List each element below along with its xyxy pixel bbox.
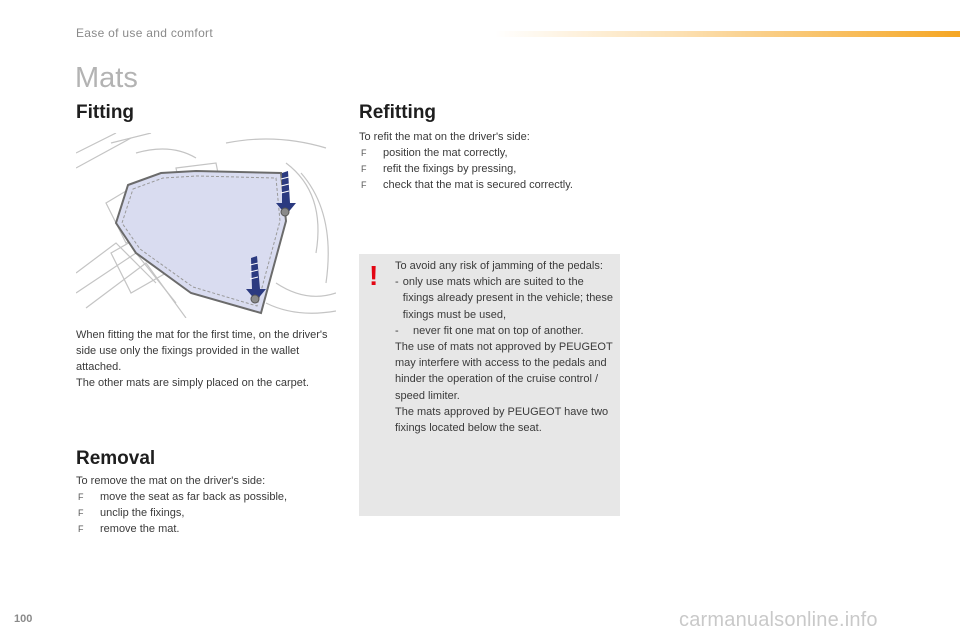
fitting-paragraph: When fitting the mat for the first time, on the driver's side use only the fixings provided in the wallet attached. (76, 329, 328, 373)
refitting-step: refit the fixings by pressing, (383, 163, 517, 175)
warning-note: The mats approved by PEUGEOT have two fixings located below the seat. (395, 405, 609, 435)
warning-intro: To avoid any risk of jamming of the pedals: (395, 260, 603, 272)
list-item (395, 323, 617, 339)
refitting-text (359, 129, 619, 193)
list-item (76, 489, 346, 505)
list-item (359, 161, 619, 177)
page-title: Mats (75, 62, 138, 94)
warning-text (395, 258, 617, 436)
fitting-heading: Fitting (76, 102, 135, 123)
bullet-icon: F (78, 492, 84, 502)
removal-text (76, 473, 346, 537)
removal-heading: Removal (76, 448, 156, 469)
refitting-heading: Refitting (359, 102, 437, 123)
bullet-icon: F (361, 164, 367, 174)
bullet-icon: F (361, 148, 367, 158)
warning-note: The use of mats not approved by PEUGEOT may interfere with access to the pedals and hinder the operation of the cruise control / speed limiter. (395, 341, 613, 402)
refitting-step: position the mat correctly, (383, 147, 508, 159)
page-number: 100 (14, 613, 33, 625)
header-accent-bar (495, 31, 960, 37)
list-item (76, 505, 346, 521)
removal-intro: To remove the mat on the driver's side: (76, 475, 266, 487)
removal-step: move the seat as far back as possible, (100, 491, 288, 503)
section-header: Ease of use and comfort (76, 26, 213, 40)
list-item (76, 521, 346, 537)
watermark: carmanualsonline.info (679, 609, 878, 631)
warning-box (359, 254, 620, 516)
refitting-intro: To refit the mat on the driver's side: (359, 131, 530, 143)
dash-marker: - (395, 324, 399, 337)
warning-item: never fit one mat on top of another. (413, 324, 584, 337)
fitting-paragraph: The other mats are simply placed on the carpet. (76, 377, 309, 389)
fitting-text (76, 327, 341, 391)
exclamation-icon: ! (369, 260, 379, 291)
list-item (359, 145, 619, 161)
mat-illustration-svg (76, 133, 336, 318)
list-item (395, 274, 617, 323)
mat-fitting-illustration (76, 133, 336, 318)
bullet-icon: F (361, 180, 367, 190)
bullet-icon: F (78, 508, 84, 518)
bullet-icon: F (78, 524, 84, 534)
list-item (359, 177, 619, 193)
refitting-step: check that the mat is secured correctly. (383, 179, 573, 191)
warning-item: only use mats which are suited to the fixings already present in the vehicle; these fixings must be used, (402, 276, 614, 321)
dash-marker: - (395, 276, 399, 289)
removal-step: remove the mat. (100, 523, 180, 535)
removal-step: unclip the fixings, (100, 507, 185, 519)
